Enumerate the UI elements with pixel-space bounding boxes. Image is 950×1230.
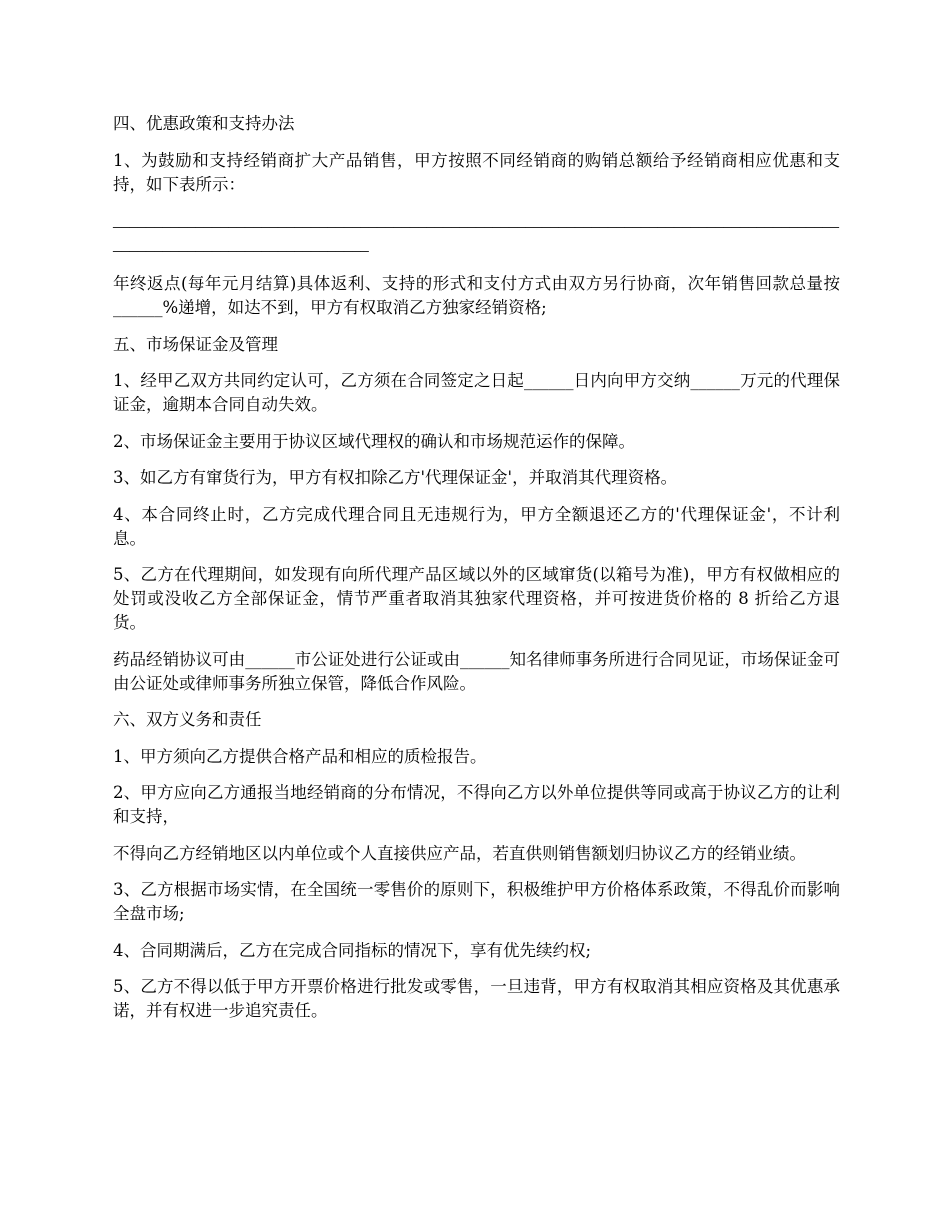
section-6-paragraph-6: 5、乙方不得以低于甲方开票价格进行批发或零售，一旦违背，甲方有权取消其相应资格及其优惠承诺，并有权进一步追究责任。 (113, 977, 840, 1020)
section-6-heading: 六、双方义务和责任 (113, 710, 262, 729)
section-5-paragraph-5: 5、乙方在代理期间，如发现有向所代理产品区域以外的区域窜货(以箱号为准)，甲方有权做相应的处罚或没收乙方全部保证金，情节严重者取消其独家代理资格，并可按进货价格的 8 折给乙方退货。 (113, 565, 840, 632)
section-5-paragraph-6: 药品经销协议可由______市公证处进行公证或由______知名律师事务所进行合同见证，市场保证金可由公证处或律师事务所独立保管，降低合作风险。 (113, 649, 840, 693)
section-6-paragraph-3: 不得向乙方经销地区以内单位或个人直接供应产品，若直供则销售额划归协议乙方的经销业绩。 (113, 843, 806, 863)
section-4-paragraph-2: 年终返点(每年元月结算)具体返利、支持的形式和支付方式由双方另行协商，次年销售回款总量按______%递增，如达不到，甲方有权取消乙方独家经销资格; (113, 274, 840, 317)
section-5-paragraph-1: 1、经甲乙双方共同约定认可，乙方须在合同签定之日起______日内向甲方交纳______万元的代理保证金，逾期本合同自动失效。 (113, 371, 840, 414)
section-4-heading: 四、优惠政策和支持办法 (113, 114, 295, 133)
section-5-paragraph-3: 3、如乙方有窜货行为，甲方有权扣除乙方'代理保证金'，并取消其代理资格。 (113, 468, 678, 487)
section-5-paragraph-2: 2、市场保证金主要用于协议区域代理权的确认和市场规范运作的保障。 (113, 431, 635, 451)
document-body (113, 112, 840, 1036)
blank-table-line: _______________________________________________________________________________________________________________________ (113, 211, 839, 254)
section-4-paragraph-1: 1、为鼓励和支持经销商扩大产品销售，甲方按照不同经销商的购销总额给予经销商相应优惠和支持，如下表所示： (113, 150, 840, 194)
section-6-paragraph-5: 4、合同期满后，乙方在完成合同指标的情况下，享有优先续约权; (113, 940, 592, 960)
section-6-paragraph-1: 1、甲方须向乙方提供合格产品和相应的质检报告。 (113, 746, 487, 766)
section-6-paragraph-4: 3、乙方根据市场实情，在全国统一零售价的原则下，积极维护甲方价格体系政策，不得乱价而影响全盘市场; (113, 880, 840, 923)
section-5-heading: 五、市场保证金及管理 (113, 334, 278, 354)
section-5-paragraph-4: 4、本合同终止时，乙方完成代理合同且无违规行为，甲方全额退还乙方的'代理保证金'，不计利息。 (113, 504, 840, 548)
section-6-paragraph-2: 2、甲方应向乙方通报当地经销商的分布情况，不得向乙方以外单位提供等同或高于协议乙方的让利和支持， (113, 783, 840, 826)
